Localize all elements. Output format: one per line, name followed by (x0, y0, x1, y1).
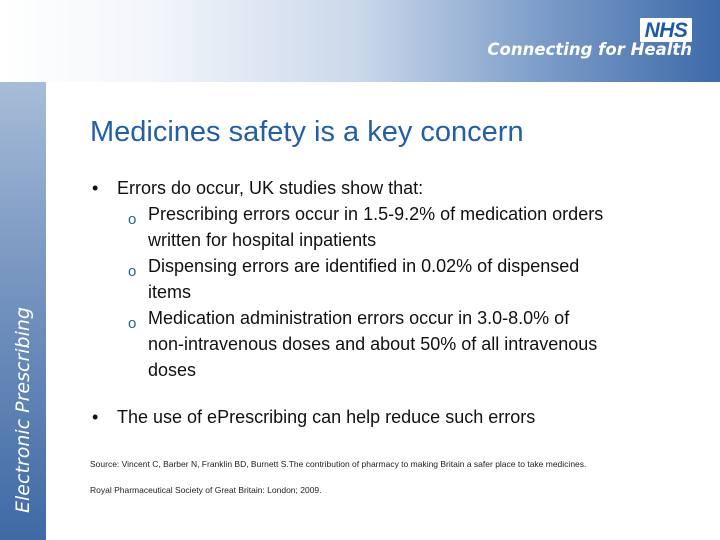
sub-bullet-text: Prescribing errors occur in 1.5-9.2% of medication orders written for hospital inpatients (148, 204, 604, 250)
source-citation (90, 458, 650, 510)
sub-bullet-text: Medication administration errors occur in 3.0-8.0% of non-intravenous doses and about 50% of all intravenous doses (148, 308, 598, 380)
sub-bullet-marker: o (128, 263, 137, 280)
sidebar-title: Electronic Prescribing (12, 307, 34, 513)
nhs-logo (640, 18, 692, 42)
bullet-list (92, 176, 692, 383)
source-line: Royal Pharmaceutical Society of Great Britain: London; 2009. (90, 485, 322, 495)
sub-bullet-marker: o (128, 211, 137, 228)
bullet-text: The use of ePrescribing can help reduce such errors (117, 407, 536, 427)
sub-bullet-marker: o (128, 315, 137, 332)
nhs-logo-text: NHS (644, 18, 688, 42)
source-line: Source: Vincent C, Barber N, Franklin BD, Burnett S.The contribution of pharmacy to making Britain a safer place to take medicines. (90, 459, 587, 469)
bullet-marker: • (92, 178, 99, 198)
slide-title: Medicines safety is a key concern (90, 116, 524, 148)
bullet-text: Errors do occur, UK studies show that: (117, 178, 424, 198)
bullet-item (92, 405, 535, 430)
tagline: Connecting for Health (487, 40, 692, 59)
sub-bullet-item (92, 201, 608, 253)
sub-bullet-item (92, 253, 608, 305)
sub-bullet-item (92, 305, 608, 383)
sub-bullet-list (92, 201, 692, 383)
bullet-marker: • (92, 407, 99, 427)
bullet-item (92, 176, 692, 201)
sub-bullet-text: Dispensing errors are identified in 0.02% of dispensed items (148, 256, 580, 302)
